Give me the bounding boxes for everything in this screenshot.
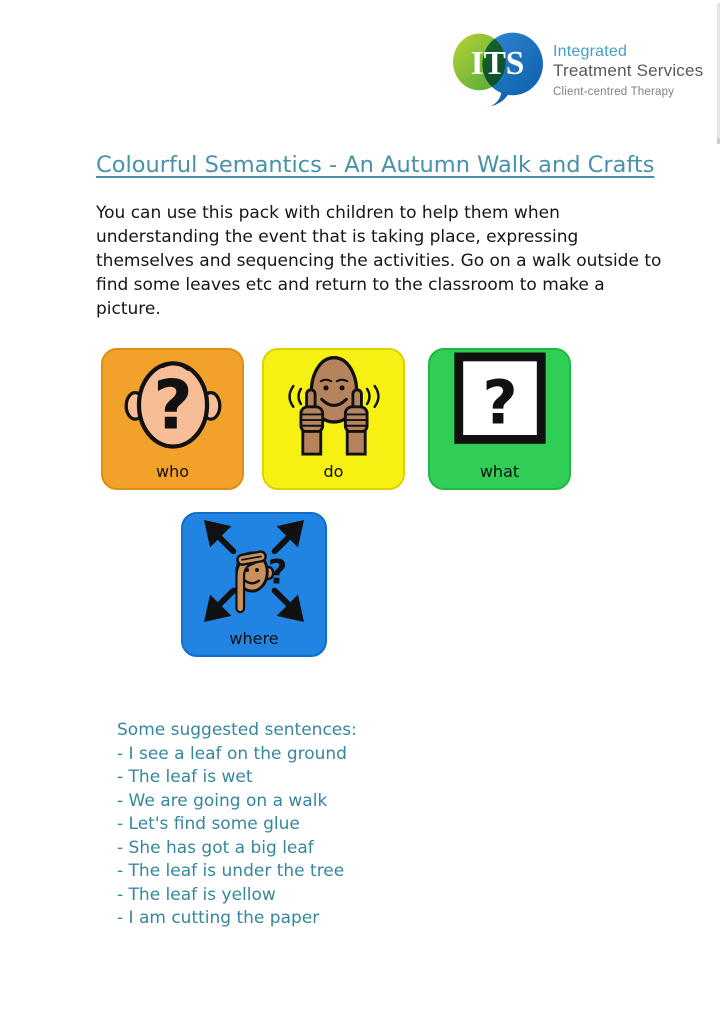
sentence-item: - We are going on a walk (117, 790, 328, 811)
symbol-card-where (181, 512, 327, 657)
logo-text (553, 28, 703, 99)
intro-line: understanding the event that is taking place, expressing (96, 227, 579, 247)
intro-line: picture. (96, 299, 161, 319)
svg-text:?: ? (152, 366, 193, 446)
page-edge-artifact (717, 3, 720, 139)
intro-line: find some leaves etc and return to the classroom to make a (96, 275, 605, 295)
card-label-who: who (155, 462, 189, 481)
svg-text:?: ? (481, 367, 518, 439)
intro-line: You can use this pack with children to help them when (96, 203, 560, 223)
sentence-item: - The leaf is yellow (117, 884, 276, 905)
what-boxed-question-icon (446, 352, 554, 460)
sentence-item: - I am cutting the paper (117, 908, 320, 928)
page-edge-artifact-tip (717, 138, 720, 144)
intro-line: themselves and sequencing the activities. Go on a walk outside to (96, 251, 662, 271)
page-title[interactable]: Colourful Semantics - An Autumn Walk and Crafts (96, 152, 655, 178)
sentences-heading: Some suggested sentences: (117, 720, 357, 740)
its-logo-bubbles-icon (452, 28, 548, 108)
where-searching-arrows-icon (200, 516, 308, 624)
symbol-card-what (428, 348, 571, 490)
do-thumbs-up-icon (282, 352, 386, 456)
card-label-do: do (323, 462, 344, 481)
logo-tagline: Client-centred Therapy (553, 86, 675, 98)
svg-text:?: ? (267, 552, 288, 592)
intro-paragraph (96, 201, 661, 321)
sentence-item: - I see a leaf on the ground (117, 743, 347, 764)
symbol-card-do (262, 348, 405, 490)
sentence-item: - She has got a big leaf (117, 837, 314, 858)
card-label-where: where (229, 629, 279, 648)
its-logo (452, 28, 703, 108)
suggested-sentences (117, 719, 357, 931)
card-label-what: what (479, 462, 520, 481)
sentence-item: - The leaf is wet (117, 767, 253, 787)
logo-org-line2: Treatment Services (553, 61, 704, 80)
sentence-item: - The leaf is under the tree (117, 861, 345, 881)
symbol-card-who (101, 348, 244, 490)
logo-org-line1: Integrated (553, 43, 628, 60)
its-acronym: ITS (470, 45, 525, 83)
sentence-item: - Let's find some glue (117, 814, 300, 834)
who-head-question-icon (121, 352, 225, 456)
